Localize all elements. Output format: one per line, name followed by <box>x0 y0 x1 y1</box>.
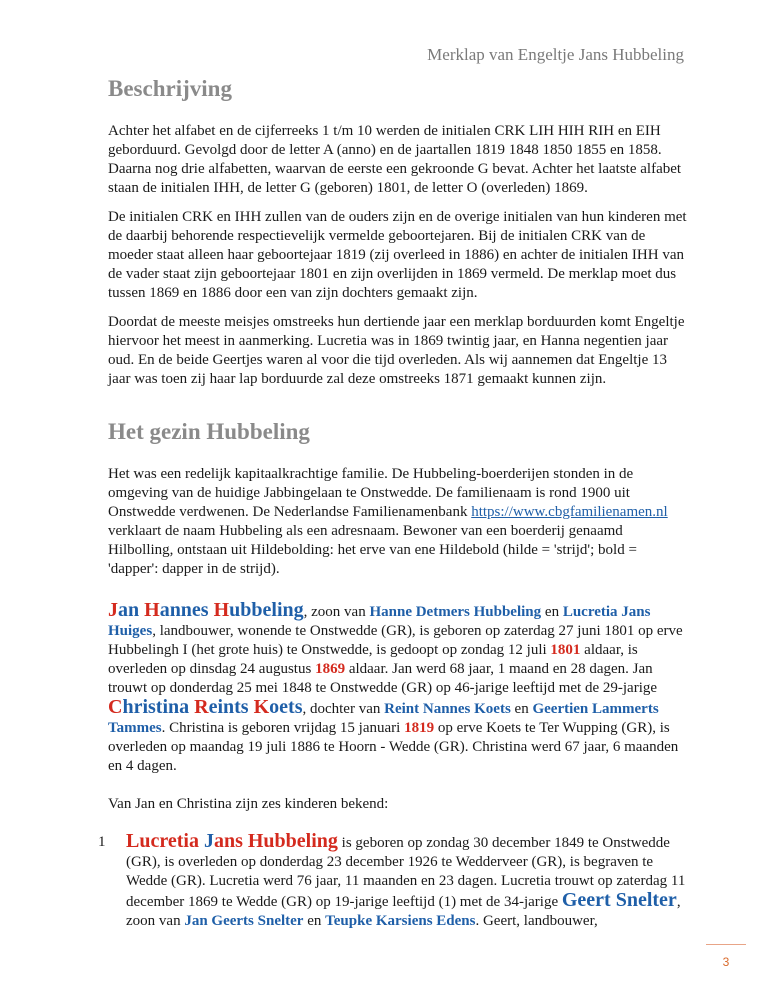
initial: K <box>253 696 270 718</box>
description-paragraph-2: De initialen CRK en IHH zullen van de ouders zijn en de overige initialen van hun kinderen met de daarbij behorende respectievelijk vermelde geboortejaren. Bij de initialen CRK van de moeder staat alleen haar geboortejaar 1819 (zij overleed in 1886) en achter de initialen IHH van de vader staat zijn geboortejaar 1801 en zijn overlijden in 1869 vermeld. De merklap moet dus tussen 1869 en 1886 door een van zijn dochters gemaakt zijn. <box>108 209 687 301</box>
family-paragraph <box>108 465 688 579</box>
family-text-1: Het was een redelijk kapitaalkrachtige familie. De Hubbeling-boerderijen stonden in de omgeving van de huidige Jabbingelaan te Onstwedde. De familienaam is rond 1900 uit Onstwedde verdwenen. De Nederlandse Familienamenbank <box>108 466 634 520</box>
document-body <box>98 76 688 931</box>
name-part: ubbeling <box>263 830 338 852</box>
spouse-mother-name: Teupke Karsiens Edens <box>325 913 476 929</box>
text: op erve Koets te Ter Wupping (GR), is overleden op maandag 19 juli 1886 te Hoorn - Wedde (GR). Christina werd 67 jaar, 6 maanden en 4 dagen. <box>108 720 679 774</box>
familienamen-link[interactable]: https://www.cbgfamilienamen.nl <box>471 504 668 520</box>
text: en <box>303 913 326 929</box>
initial-blue: J <box>203 830 214 852</box>
text: . Christina is geboren vrijdag 15 januari <box>161 720 405 736</box>
initial: R <box>194 696 209 718</box>
text: . Geert, landbouwer, <box>475 913 598 929</box>
initial: C <box>108 696 123 718</box>
text: , zoon van <box>303 604 370 620</box>
initial: L <box>126 830 140 852</box>
year-highlight: 1869 <box>315 661 346 677</box>
spouse-father-name: Jan Geerts Snelter <box>184 913 304 929</box>
name-part: ans <box>213 830 248 852</box>
description-paragraph-1: Achter het alfabet en de cijferreeks 1 t/m 10 werden de initialen CRK LIH HIH RIH en EIH geborduurd. Gevolgd door de letter A (anno) en de jaartallen 1819 1848 1850 1855 en 1858. Daarna nog drie alfabetten, waarvan de eerste een gekroonde G bevat. Achter het laatste alfabet staan de initialen IHH, de letter G (geboren) 1801, de letter O (overleden) 1869. <box>108 123 682 196</box>
text: , dochter van <box>302 701 385 717</box>
initial: H <box>213 599 230 621</box>
initial: H <box>144 599 160 621</box>
christina-mother-name: Geertien Lammerts Tammes <box>108 701 659 736</box>
name-part: ubbeling <box>229 599 304 621</box>
section-heading-gezin: Het gezin Hubbeling <box>108 419 310 444</box>
text: aldaar, is overleden op dinsdag 24 augustus <box>108 642 638 677</box>
child-1-paragraph <box>126 832 688 931</box>
spouse-name: Geert Snelter <box>561 889 677 911</box>
jan-mother-name: Lucretia Jans Huiges <box>108 604 651 639</box>
name-part: eints <box>208 696 254 718</box>
text: , landbouwer, wonende te Onstwedde (GR), is geboren op zaterdag 27 juni 1801 op erve Hubbelingh I (het grote huis) te Onstwedde, is gedoopt op zondag 12 juli <box>108 623 683 658</box>
name-part: hristina <box>122 696 195 718</box>
year-highlight: 1819 <box>404 720 435 736</box>
name-part: an <box>118 599 145 621</box>
name-part: ucretia <box>139 830 204 852</box>
initial: J <box>108 599 118 621</box>
jan-name <box>108 599 304 621</box>
initial: H <box>247 830 264 852</box>
family-text-2: verklaart de naam Hubbeling als een adresnaam. Bewoner van een boerderij genaamd Hilbolling, ontstaan uit Hildebolding: het erve van ene Hildebold (hilde = 'strijd'; bold = 'dapper': dapper in de strijd). <box>108 523 637 577</box>
christina-name <box>108 696 302 718</box>
page-number: 3 <box>706 944 746 969</box>
text: aldaar. Jan werd 68 jaar, 1 maand en 28 dagen. Jan trouwt op donderdag 25 mei 1848 te Onstwedde (GR) op 46-jarige leeftijd met de 29-jarige <box>108 661 658 696</box>
description-paragraph-3: Doordat de meeste meisjes omstreeks hun dertiende jaar een merklap borduurden komt Engeltje hiervoor het meest in aanmerking. Lucretia was in 1869 twintig jaar, en Hanna negentien jaar oud. En de beide Geertjes waren al voor die tijd overleden. Als wij aannemen dat Engeltje 13 jaar was toen zij haar lap borduurde zal deze omstreeks 1871 gemaakt kunnen zijn. <box>108 314 685 387</box>
text: en <box>510 701 533 717</box>
christina-father-name: Reint Nannes Koets <box>384 701 511 717</box>
child-entry-1 <box>98 830 688 931</box>
section-heading-beschrijving: Beschrijving <box>108 76 232 101</box>
child-number: 1 <box>98 834 106 850</box>
name-part: oets <box>269 696 303 718</box>
text: en <box>541 604 563 620</box>
children-intro: Van Jan en Christina zijn zes kinderen bekend: <box>108 796 389 812</box>
lucretia-name <box>126 830 338 852</box>
running-header: Merklap van Engeltje Jans Hubbeling <box>427 45 684 64</box>
text: , zoon van <box>126 894 681 929</box>
name-part: annes <box>159 599 214 621</box>
jan-paragraph <box>108 601 688 776</box>
year-highlight: 1801 <box>550 642 581 658</box>
jan-father-name: Hanne Detmers Hubbeling <box>369 604 542 620</box>
text: is geboren op zondag 30 december 1849 te Onstwedde (GR), is overleden op donderdag 23 december 1926 te Wedderveer (GR), is begraven te Wedde (GR). Lucretia werd 76 jaar, 11 maanden en 23 dagen. Lucretia trouwt op zaterdag 11 december 1869 te Wedde (GR) op 19-jarige leeftijd (1) met de 34-jarige <box>126 835 686 910</box>
